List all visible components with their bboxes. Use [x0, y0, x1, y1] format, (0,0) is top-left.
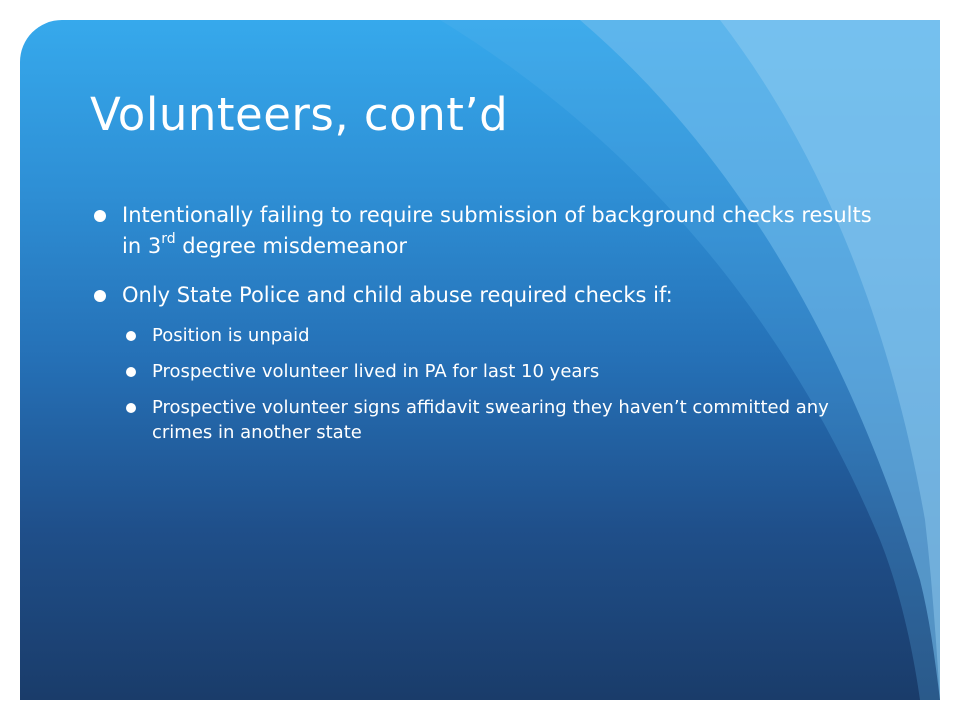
sub-bullet-item [94, 395, 874, 445]
bullet-item [94, 200, 874, 262]
bullet-text: Only State Police and child abuse required checks if: [122, 283, 673, 307]
bullet-item [94, 280, 874, 311]
sub-bullet-text: Position is unpaid [152, 325, 310, 346]
sub-bullet-text: Prospective volunteer signs affidavit swearing they haven’t committed any crimes in another state [152, 397, 829, 443]
bullet-dot-icon [94, 290, 106, 302]
bullet-text: Intentionally failing to require submission of background checks results in 3rd degree misdemeanor [122, 203, 872, 258]
bullet-dot-icon [94, 210, 106, 222]
sub-bullet-item [94, 359, 874, 384]
sub-bullet-text: Prospective volunteer lived in PA for last 10 years [152, 361, 600, 382]
slide-title: Volunteers, cont’d [90, 88, 509, 141]
superscript: rd [161, 231, 176, 247]
bullet-dot-icon [126, 331, 136, 341]
sub-bullet-item [94, 323, 874, 348]
bullet-dot-icon [126, 367, 136, 377]
bullet-list [94, 200, 874, 456]
bullet-dot-icon [126, 403, 136, 413]
slide [20, 20, 940, 700]
